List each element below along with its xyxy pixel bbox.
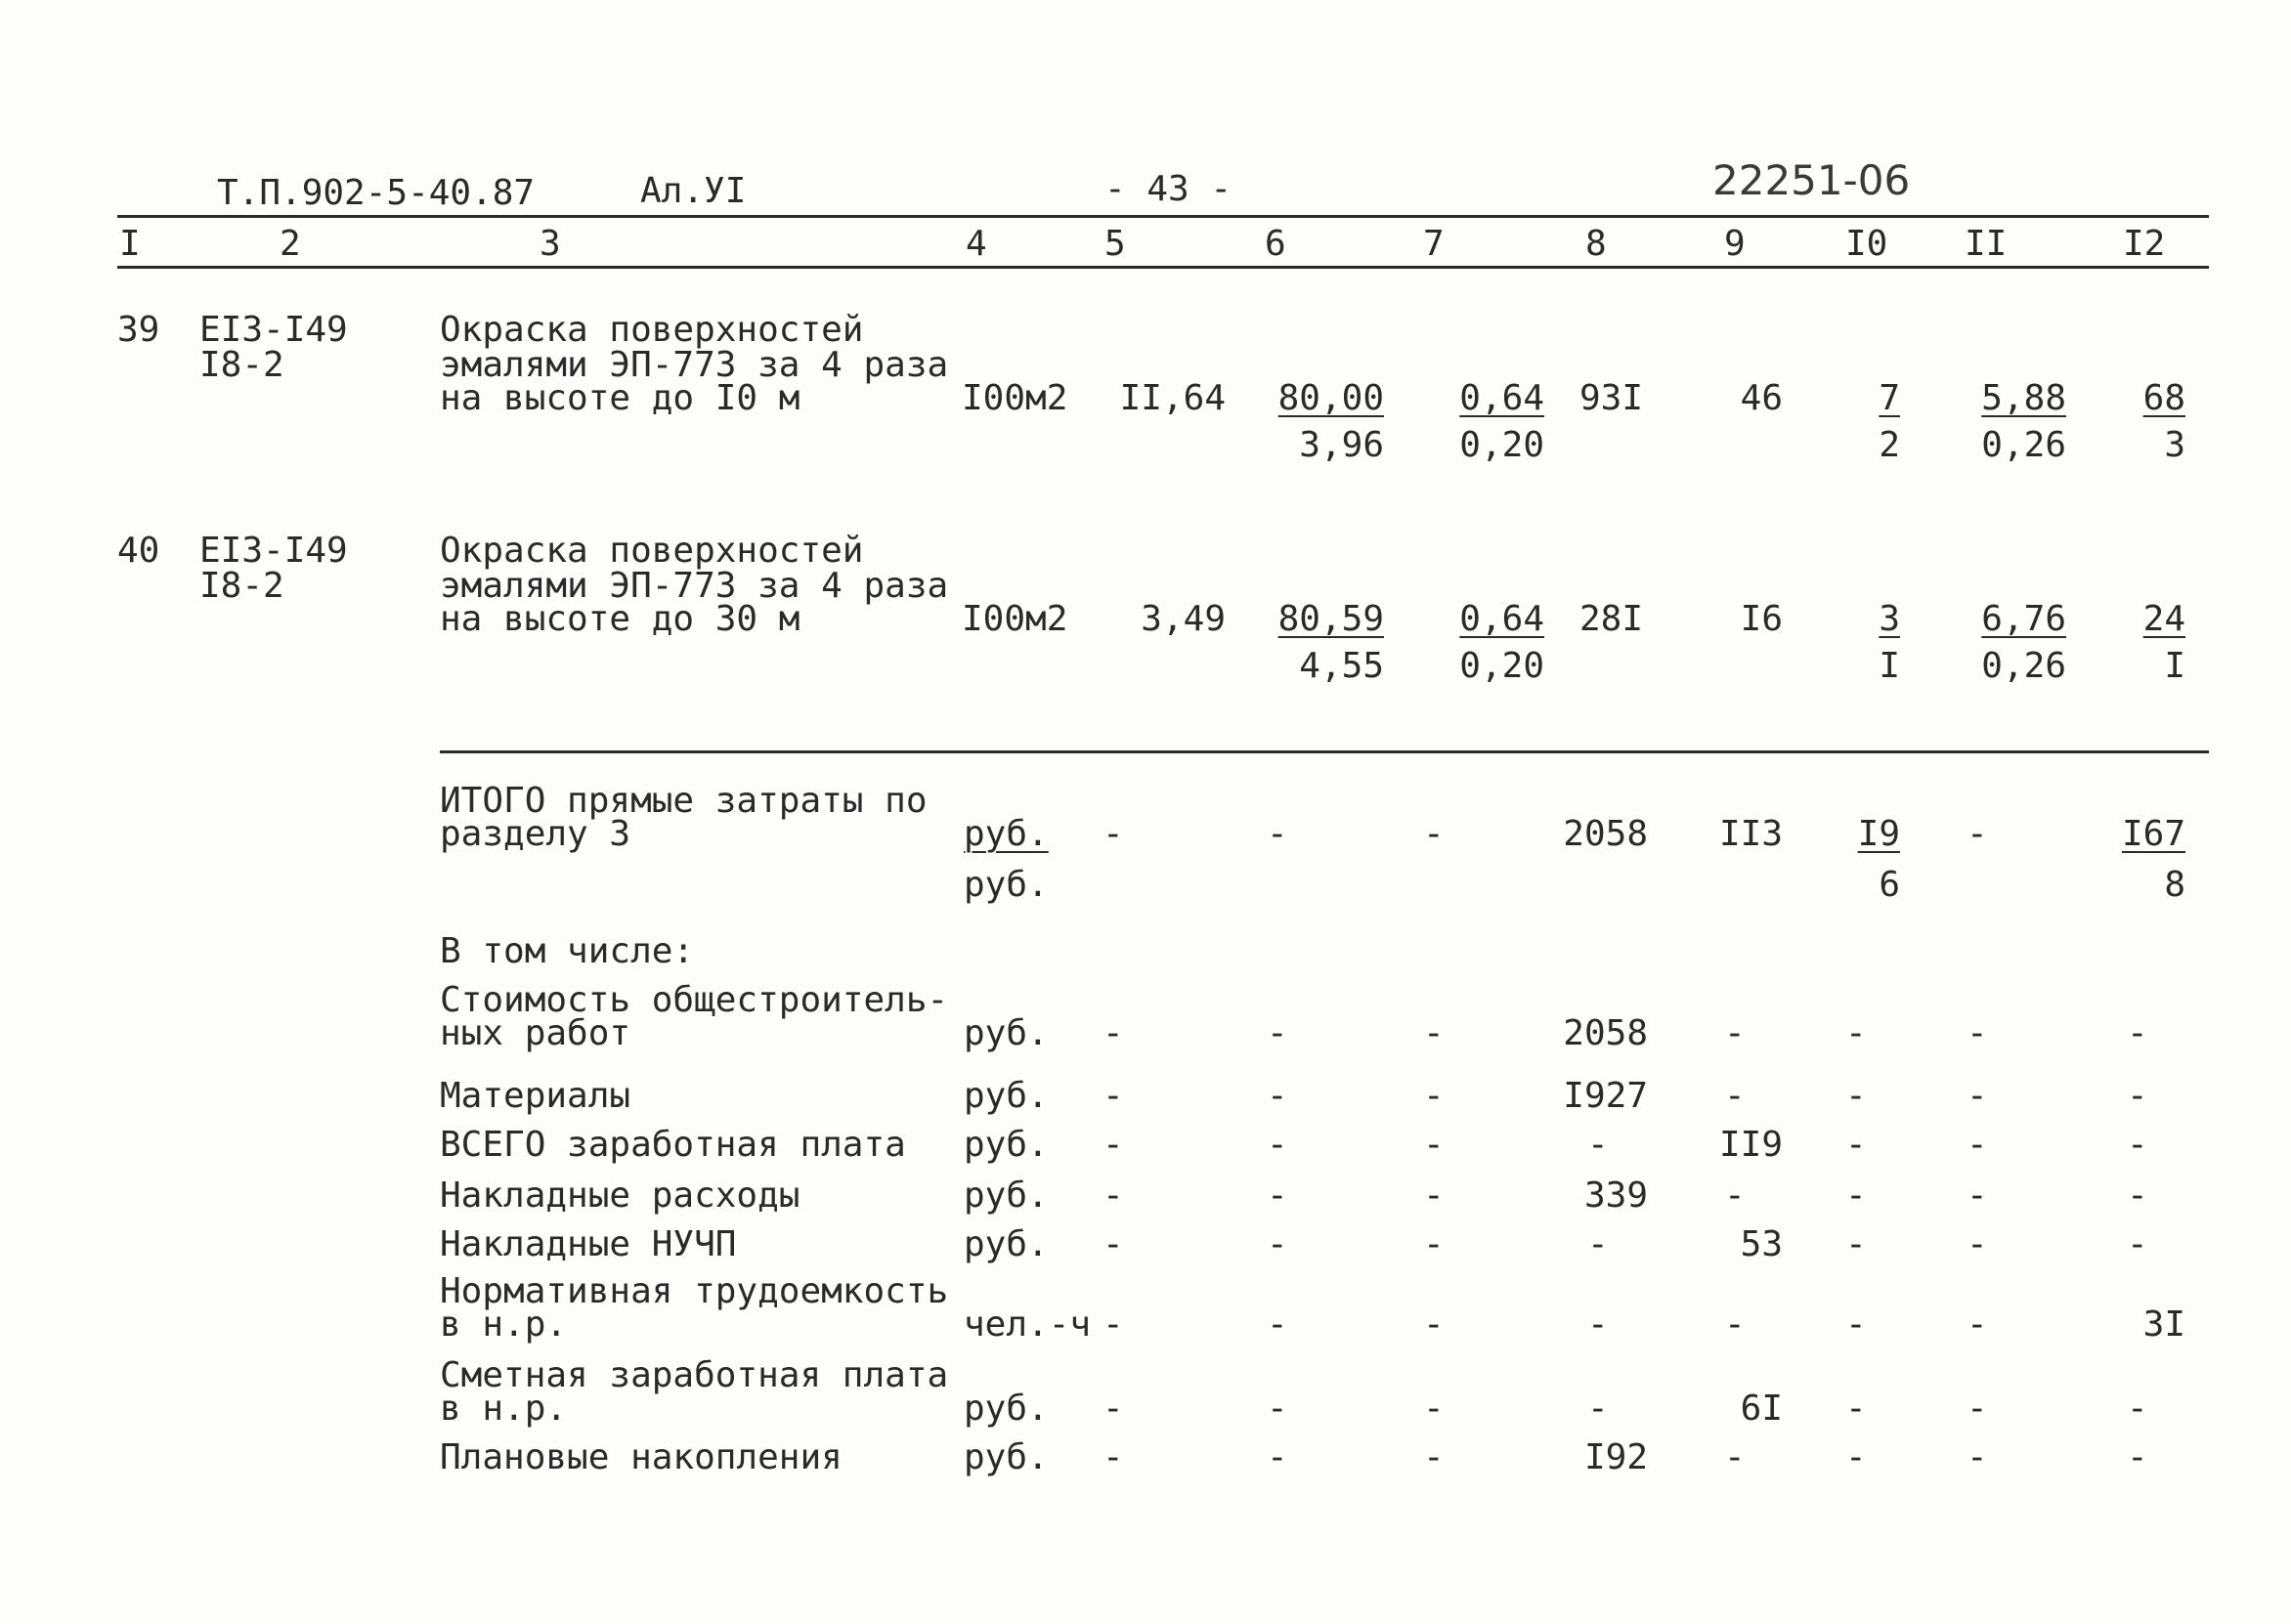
column-number: 5: [1104, 224, 1126, 264]
dash: -: [1102, 1389, 1124, 1429]
labor-total-sub: I: [2164, 646, 2185, 686]
dash: -: [1967, 1437, 1988, 1477]
line-value: 53: [1740, 1224, 1783, 1264]
dash: -: [1102, 1224, 1124, 1264]
dash: -: [1102, 1013, 1124, 1053]
labor-total: 24: [2142, 599, 2185, 639]
dash: -: [1102, 1175, 1124, 1216]
subsection-label: В том числе:: [440, 931, 695, 971]
dash: -: [2127, 1437, 2148, 1477]
dash: -: [1967, 1175, 1988, 1216]
dash: -: [1845, 1175, 1867, 1216]
column-number: 2: [280, 224, 301, 264]
document-code: Т.П.902-5-40.87: [217, 173, 536, 213]
wage-total: I6: [1740, 599, 1783, 639]
line-value: 339: [1583, 1175, 1648, 1216]
line-label: Нормативная трудоемкость: [440, 1271, 949, 1311]
dash: -: [1102, 1304, 1124, 1345]
dash: -: [1587, 1125, 1609, 1165]
labor-total-sub: 8: [2164, 865, 2185, 905]
dash: -: [1102, 1437, 1124, 1477]
row-number: 40: [117, 531, 160, 571]
line-label: Материалы: [440, 1076, 631, 1116]
line-label: в н.р.: [440, 1389, 568, 1429]
line-unit: руб.: [964, 1224, 1049, 1264]
machine-wage: 2: [1879, 425, 1900, 465]
section-rule: [440, 750, 2209, 753]
dash: -: [1423, 814, 1445, 854]
dash: -: [2127, 1224, 2148, 1264]
column-number: 3: [540, 224, 561, 264]
dash: -: [1845, 1224, 1867, 1264]
work-description: на высоте до 30 м: [440, 599, 800, 639]
rate-code: EI3-I49: [199, 531, 348, 571]
dash: -: [1267, 814, 1288, 854]
dash: -: [1267, 1437, 1288, 1477]
column-number: 9: [1724, 224, 1746, 264]
dash: -: [1423, 1304, 1445, 1345]
unit-cost-wage: 3,96: [1299, 425, 1384, 465]
dash: -: [1423, 1013, 1445, 1053]
line-unit: руб.: [964, 1389, 1049, 1429]
labor-norm-sub: 0,26: [1981, 425, 2066, 465]
dash: -: [2127, 1175, 2148, 1216]
total-label: разделу 3: [440, 814, 631, 854]
dash: -: [1423, 1224, 1445, 1264]
dash: -: [1423, 1175, 1445, 1216]
column-number: 8: [1585, 224, 1607, 264]
unit-cost: 80,59: [1277, 599, 1384, 639]
labor-unit: 0,64: [1459, 378, 1544, 418]
dash: -: [1967, 1013, 1988, 1053]
machine-total: 3: [1879, 599, 1900, 639]
total-cost: 2058: [1563, 814, 1648, 854]
labor-norm: 5,88: [1981, 378, 2066, 418]
machine-wage: I: [1879, 646, 1900, 686]
total-cost: 28I: [1579, 599, 1644, 639]
dash: -: [1587, 1304, 1609, 1345]
line-value: 3I: [2142, 1304, 2185, 1345]
total-cost: 93I: [1579, 378, 1644, 418]
rate-code: EI3-I49: [199, 310, 348, 350]
unit-cost: 80,00: [1277, 378, 1384, 418]
rate-code-sub: I8-2: [199, 345, 284, 385]
dash: -: [1102, 1125, 1124, 1165]
labor-unit-sub: 0,20: [1459, 425, 1544, 465]
line-label: ВСЕГО заработная плата: [440, 1125, 906, 1165]
dash: -: [1267, 1175, 1288, 1216]
labor-norm-sub: 0,26: [1981, 646, 2066, 686]
dash: -: [1967, 1125, 1988, 1165]
line-label: ных работ: [440, 1013, 631, 1053]
dash: -: [1267, 1125, 1288, 1165]
top-rule: [117, 215, 2209, 218]
labor-unit-sub: 0,20: [1459, 646, 1544, 686]
dash: -: [1845, 1013, 1867, 1053]
dash: -: [1267, 1389, 1288, 1429]
dash: -: [1267, 1304, 1288, 1345]
line-label: Стоимость общестроитель-: [440, 980, 949, 1020]
total-unit: руб.: [964, 865, 1049, 905]
rate-code-sub: I8-2: [199, 566, 284, 606]
work-description: Окраска поверхностей: [440, 531, 864, 571]
column-number: 4: [966, 224, 987, 264]
dash: -: [1845, 1076, 1867, 1116]
line-value: 2058: [1563, 1013, 1648, 1053]
dash: -: [1724, 1437, 1746, 1477]
unit-cost-wage: 4,55: [1299, 646, 1384, 686]
dash: -: [1587, 1224, 1609, 1264]
dash: -: [1423, 1437, 1445, 1477]
column-header-rule: [117, 266, 2209, 269]
page-number: - 43 -: [1104, 169, 1232, 209]
dash: -: [1724, 1175, 1746, 1216]
wage-total: II3: [1718, 814, 1783, 854]
work-description: на высоте до I0 м: [440, 378, 800, 418]
unit: I00м2: [962, 599, 1068, 639]
machine-total: I9: [1857, 814, 1900, 854]
line-unit: руб.: [964, 1013, 1049, 1053]
dash: -: [1967, 814, 1988, 854]
dash: -: [1724, 1076, 1746, 1116]
dash: -: [1102, 814, 1124, 854]
machine-total: 7: [1879, 378, 1900, 418]
line-label: Накладные расходы: [440, 1175, 800, 1216]
labor-norm: 6,76: [1981, 599, 2066, 639]
work-description: эмалями ЭП-773 за 4 раза: [440, 566, 949, 606]
column-number: 6: [1265, 224, 1286, 264]
dash: -: [2127, 1076, 2148, 1116]
work-description: Окраска поверхностей: [440, 310, 864, 350]
column-number: I2: [2123, 224, 2166, 264]
album-number: Ал.УI: [640, 171, 747, 211]
dash: -: [1102, 1076, 1124, 1116]
labor-total-sub: 3: [2164, 425, 2185, 465]
dash: -: [1845, 1304, 1867, 1345]
labor-total: 68: [2142, 378, 2185, 418]
total-label: ИТОГО прямые затраты по: [440, 781, 928, 821]
labor-total: I67: [2121, 814, 2185, 854]
dash: -: [1967, 1304, 1988, 1345]
line-label: Плановые накопления: [440, 1437, 843, 1477]
total-unit: руб.: [964, 814, 1049, 854]
dash: -: [2127, 1125, 2148, 1165]
line-unit: руб.: [964, 1437, 1049, 1477]
registration-number: 22251-06: [1712, 156, 1911, 204]
dash: -: [1967, 1389, 1988, 1429]
dash: -: [2127, 1389, 2148, 1429]
dash: -: [1845, 1125, 1867, 1165]
line-label: в н.р.: [440, 1304, 568, 1345]
quantity: II,64: [1119, 378, 1226, 418]
line-label: Накладные НУЧП: [440, 1224, 737, 1264]
dash: -: [1267, 1224, 1288, 1264]
line-value: II9: [1718, 1125, 1783, 1165]
dash: -: [1845, 1437, 1867, 1477]
work-description: эмалями ЭП-773 за 4 раза: [440, 345, 949, 385]
column-number: II: [1965, 224, 2008, 264]
column-number: I0: [1845, 224, 1888, 264]
dash: -: [1267, 1013, 1288, 1053]
line-value: 6I: [1740, 1389, 1783, 1429]
dash: -: [1587, 1389, 1609, 1429]
dash: -: [1845, 1389, 1867, 1429]
column-number: I: [119, 224, 141, 264]
wage-total: 46: [1740, 378, 1783, 418]
dash: -: [1967, 1076, 1988, 1116]
line-unit: руб.: [964, 1125, 1049, 1165]
quantity: 3,49: [1141, 599, 1226, 639]
dash: -: [2127, 1013, 2148, 1053]
dash: -: [1423, 1125, 1445, 1165]
column-number: 7: [1423, 224, 1445, 264]
dash: -: [1967, 1224, 1988, 1264]
dash: -: [1724, 1013, 1746, 1053]
line-label: Сметная заработная плата: [440, 1355, 949, 1395]
machine-wage: 6: [1879, 865, 1900, 905]
unit: I00м2: [962, 378, 1068, 418]
dash: -: [1423, 1389, 1445, 1429]
line-value: I92: [1583, 1437, 1648, 1477]
labor-unit: 0,64: [1459, 599, 1544, 639]
line-unit: руб.: [964, 1076, 1049, 1116]
row-number: 39: [117, 310, 160, 350]
line-unit: руб.: [964, 1175, 1049, 1216]
dash: -: [1724, 1304, 1746, 1345]
dash: -: [1267, 1076, 1288, 1116]
dash: -: [1423, 1076, 1445, 1116]
line-unit: чел.-ч: [964, 1304, 1092, 1345]
line-value: I927: [1563, 1076, 1648, 1116]
